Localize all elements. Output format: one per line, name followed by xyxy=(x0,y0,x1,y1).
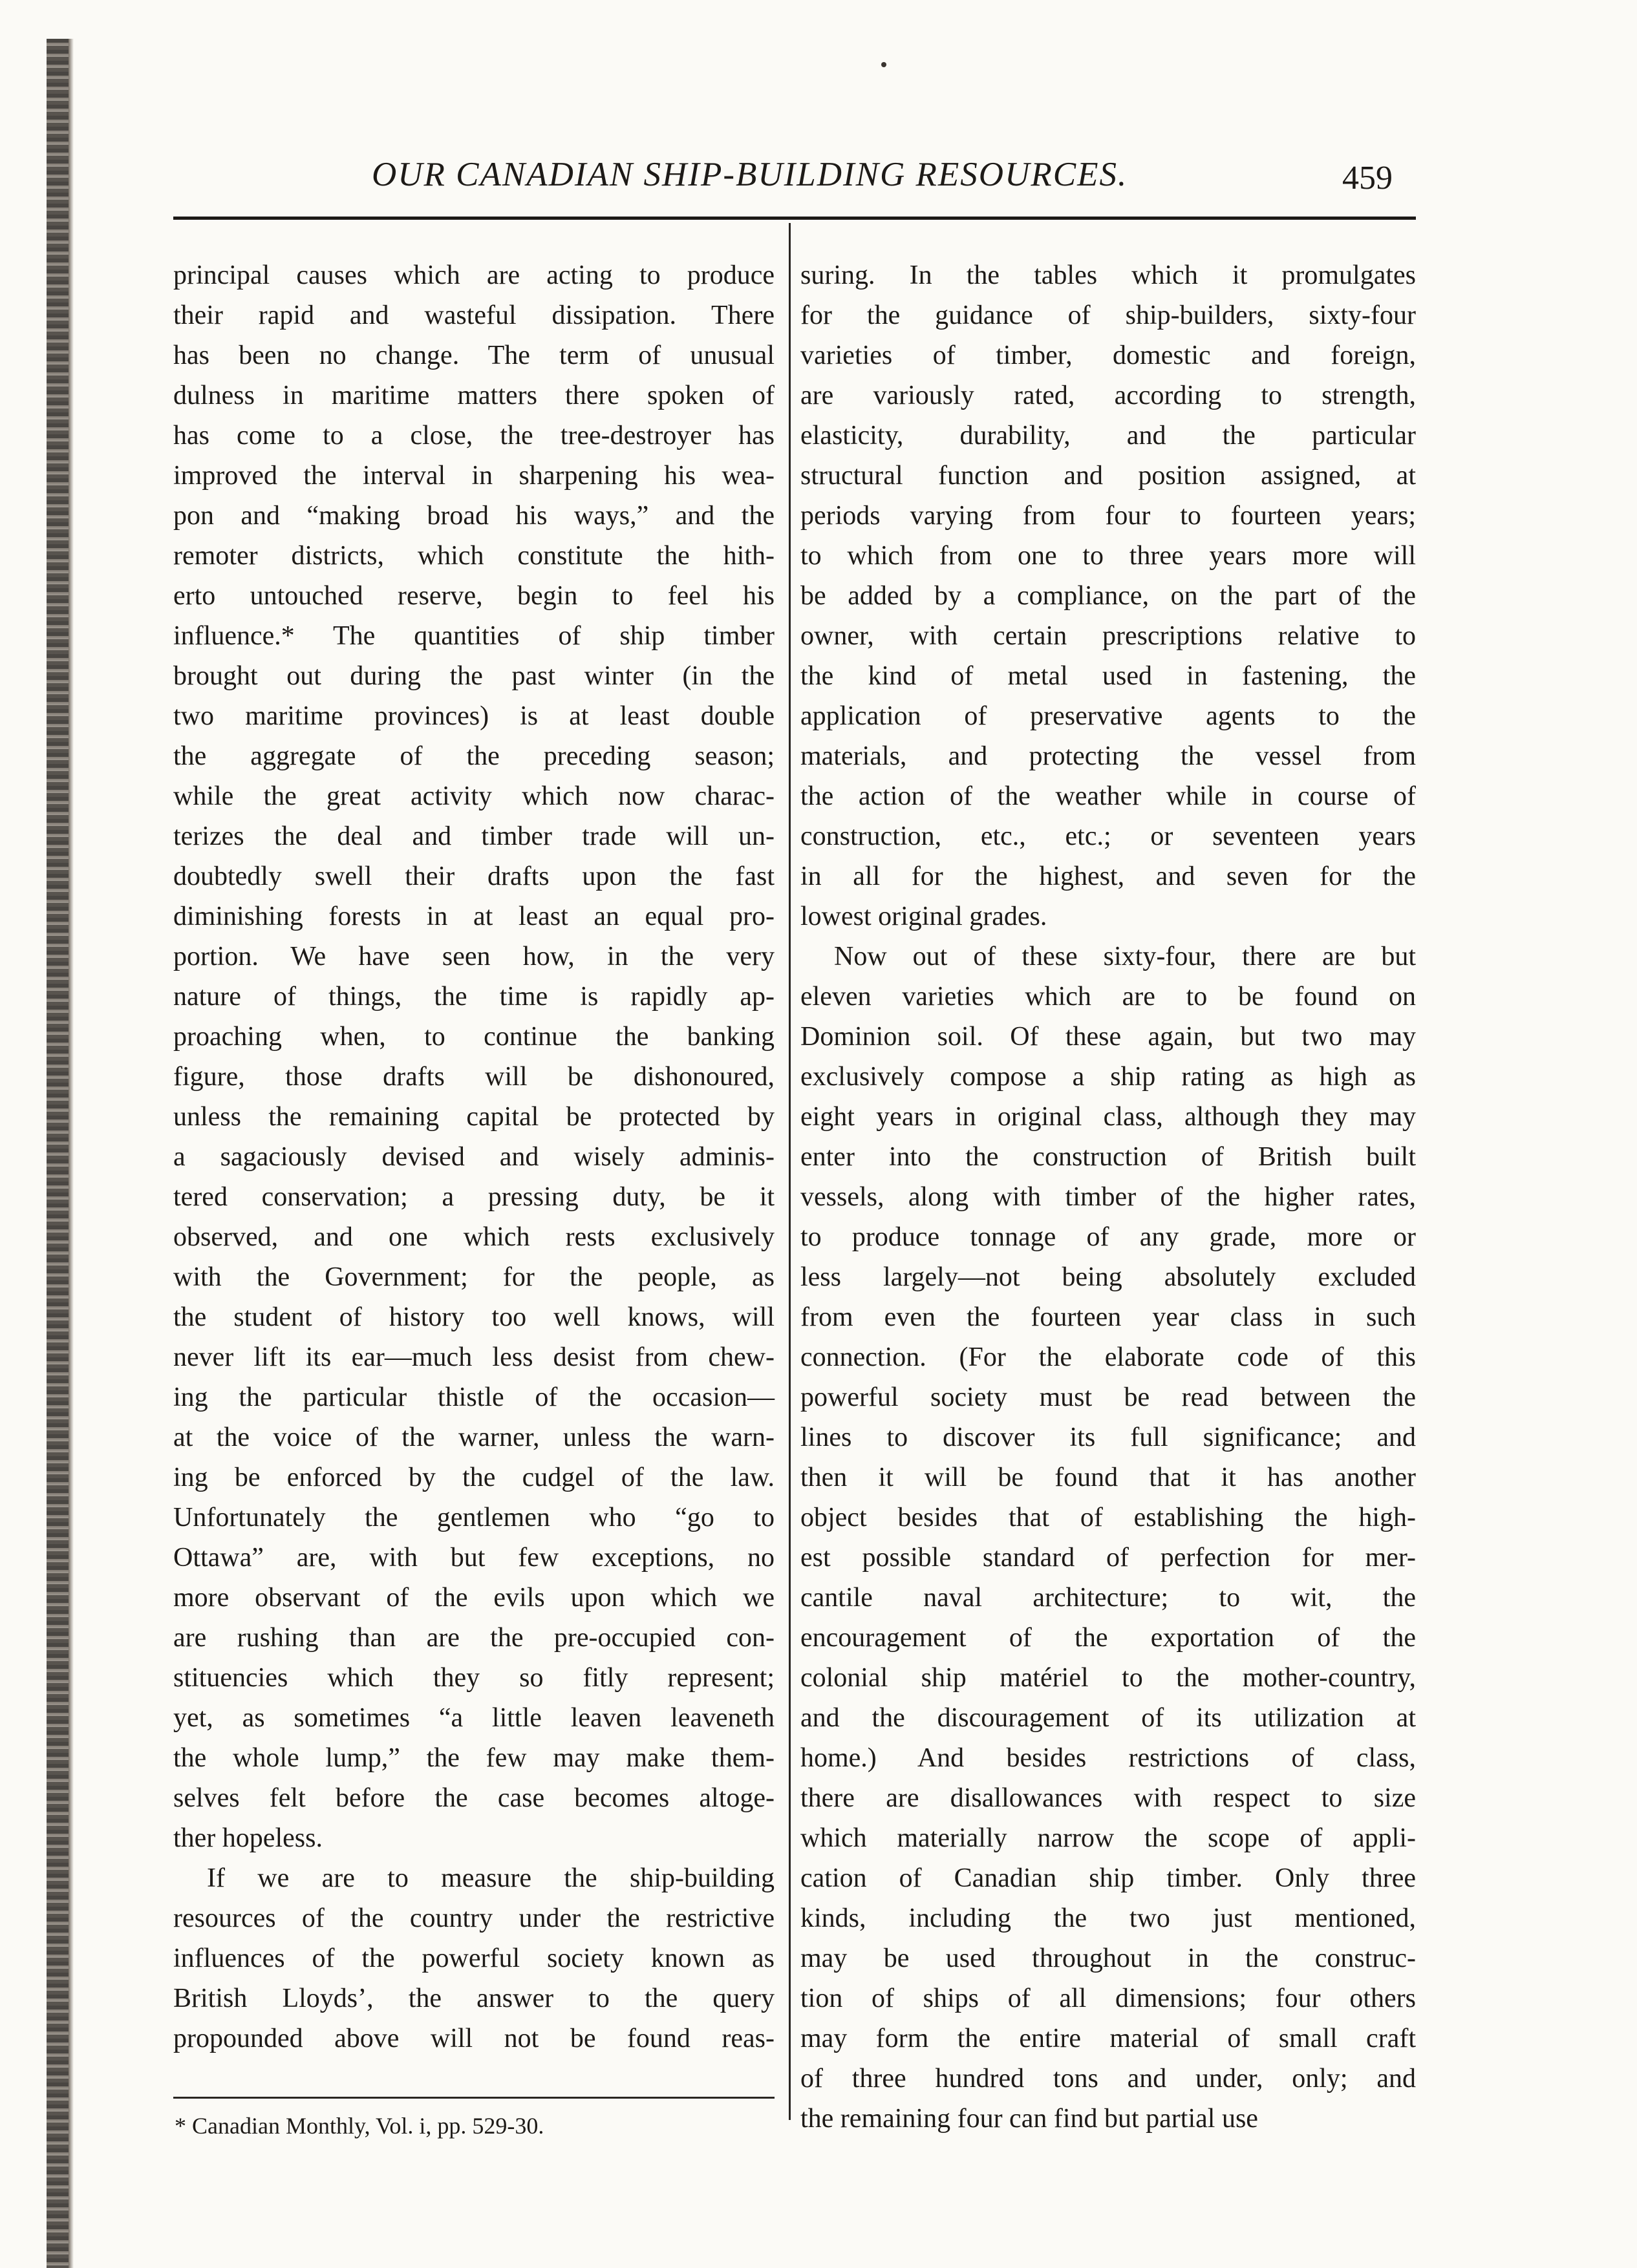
text-line: tion of ships of all dimensions; four others xyxy=(800,1984,1416,2013)
text-line: suring. In the tables which it promulgates xyxy=(800,260,1416,290)
text-line: lines to discover its full significance; and xyxy=(800,1423,1416,1452)
text-line: the action of the weather while in course of xyxy=(800,781,1416,811)
text-line: construction, etc., etc.; or seventeen years xyxy=(800,821,1416,851)
text-line: propounded above will not be found reas- xyxy=(173,2024,775,2053)
binding-edge xyxy=(47,39,69,2268)
header-rule xyxy=(173,217,1416,220)
left-column xyxy=(173,255,775,2059)
text-line: dulness in maritime matters there spoken of xyxy=(173,381,775,410)
text-line: eleven varieties which are to be found on xyxy=(800,982,1416,1012)
text-line: object besides that of establishing the high- xyxy=(800,1503,1416,1532)
text-line: proaching when, to continue the banking xyxy=(173,1022,775,1052)
footnote-rule xyxy=(173,2097,775,2099)
text-line: elasticity, durability, and the particular xyxy=(800,421,1416,450)
text-line: owner, with certain prescriptions relative to xyxy=(800,621,1416,651)
right-column xyxy=(800,255,1416,2139)
text-line: the remaining four can find but partial use xyxy=(800,2104,1258,2134)
text-line: Dominion soil. Of these again, but two may xyxy=(800,1022,1416,1052)
text-line: British Lloyds’, the answer to the query xyxy=(173,1984,775,2013)
text-line: nature of things, the time is rapidly ap- xyxy=(173,982,775,1012)
text-line: kinds, including the two just mentioned, xyxy=(800,1903,1416,1933)
text-line: the aggregate of the preceding season; xyxy=(173,741,775,771)
text-line: the whole lump,” the few may make them- xyxy=(173,1743,775,1773)
text-line: structural function and position assigned, at xyxy=(800,461,1416,491)
text-line: stituencies which they so fitly represent; xyxy=(173,1663,775,1693)
text-line: are variously rated, according to strength, xyxy=(800,381,1416,410)
text-line: the kind of metal used in fastening, the xyxy=(800,661,1416,691)
text-line: the student of history too well knows, will xyxy=(173,1302,775,1332)
text-line: for the guidance of ship-builders, sixty-four xyxy=(800,301,1416,330)
text-line: home.) And besides restrictions of class, xyxy=(800,1743,1416,1773)
running-title: OUR CANADIAN SHIP-BUILDING RESOURCES. xyxy=(372,156,1128,193)
text-line: observed, and one which rests exclusively xyxy=(173,1222,775,1252)
text-line: connection. (For the elaborate code of this xyxy=(800,1342,1416,1372)
text-line: there are disallowances with respect to size xyxy=(800,1783,1416,1813)
text-line: ing the particular thistle of the occasion— xyxy=(173,1383,775,1412)
text-line: pon and “making broad his ways,” and the xyxy=(173,501,775,531)
ink-speck xyxy=(881,62,886,67)
text-line: application of preservative agents to the xyxy=(800,701,1416,731)
text-line: resources of the country under the restrictive xyxy=(173,1903,775,1933)
text-line: yet, as sometimes “a little leaven leaveneth xyxy=(173,1703,775,1733)
text-line: exclusively compose a ship rating as high as xyxy=(800,1062,1416,1092)
text-line: lowest original grades. xyxy=(800,902,1047,931)
text-line: selves felt before the case becomes altoge- xyxy=(173,1783,775,1813)
text-line: diminishing forests in at least an equal pro- xyxy=(173,902,775,931)
text-line: encouragement of the exportation of the xyxy=(800,1623,1416,1653)
text-line: influences of the powerful society known as xyxy=(173,1944,775,1973)
text-line: materials, and protecting the vessel from xyxy=(800,741,1416,771)
text-line: enter into the construction of British built xyxy=(800,1142,1416,1172)
text-line: has come to a close, the tree-destroyer has xyxy=(173,421,775,450)
text-line: a sagaciously devised and wisely adminis- xyxy=(173,1142,775,1172)
text-line: may form the entire material of small craft xyxy=(800,2024,1416,2053)
binding-shadow xyxy=(69,39,74,2268)
text-line: to which from one to three years more will xyxy=(800,541,1416,571)
text-line: doubtedly swell their drafts upon the fast xyxy=(173,862,775,891)
text-line: while the great activity which now charac- xyxy=(173,781,775,811)
text-line: cation of Canadian ship timber. Only three xyxy=(800,1863,1416,1893)
text-line: in all for the highest, and seven for the xyxy=(800,862,1416,891)
text-line: of three hundred tons and under, only; and xyxy=(800,2064,1416,2093)
text-line: has been no change. The term of unusual xyxy=(173,341,775,370)
text-line: and the discouragement of its utilization at xyxy=(800,1703,1416,1733)
text-line: improved the interval in sharpening his wea- xyxy=(173,461,775,491)
text-line: may be used throughout in the construc- xyxy=(800,1944,1416,1973)
text-line: colonial ship matériel to the mother-country, xyxy=(800,1663,1416,1693)
text-line: Unfortunately the gentlemen who “go to xyxy=(173,1503,775,1532)
text-line: with the Government; for the people, as xyxy=(173,1262,775,1292)
text-line: to produce tonnage of any grade, more or xyxy=(800,1222,1416,1252)
text-line: vessels, along with timber of the higher rates, xyxy=(800,1182,1416,1212)
text-line: terizes the deal and timber trade will un- xyxy=(173,821,775,851)
footnote: * Canadian Monthly, Vol. i, pp. 529-30. xyxy=(175,2113,544,2139)
text-line: If we are to measure the ship-building xyxy=(207,1863,775,1893)
text-line: varieties of timber, domestic and foreign, xyxy=(800,341,1416,370)
text-line: unless the remaining capital be protected by xyxy=(173,1102,775,1132)
text-line: Now out of these sixty-four, there are but xyxy=(834,942,1416,971)
text-line: remoter districts, which constitute the hith- xyxy=(173,541,775,571)
text-line: never lift its ear—much less desist from chew- xyxy=(173,1342,775,1372)
text-line: erto untouched reserve, begin to feel his xyxy=(173,581,775,611)
text-line: less largely—not being absolutely excluded xyxy=(800,1262,1416,1292)
text-line: est possible standard of perfection for mer- xyxy=(800,1543,1416,1573)
text-line: two maritime provinces) is at least double xyxy=(173,701,775,731)
text-line: are rushing than are the pre-occupied con- xyxy=(173,1623,775,1653)
text-line: from even the fourteen year class in such xyxy=(800,1302,1416,1332)
text-line: portion. We have seen how, in the very xyxy=(173,942,775,971)
text-line: be added by a compliance, on the part of the xyxy=(800,581,1416,611)
text-line: periods varying from four to fourteen years; xyxy=(800,501,1416,531)
text-line: influence.* The quantities of ship timber xyxy=(173,621,775,651)
text-line: at the voice of the warner, unless the warn- xyxy=(173,1423,775,1452)
text-line: Ottawa” are, with but few exceptions, no xyxy=(173,1543,775,1573)
text-line: more observant of the evils upon which we xyxy=(173,1583,775,1613)
text-line: then it will be found that it has another xyxy=(800,1463,1416,1492)
text-line: powerful society must be read between the xyxy=(800,1383,1416,1412)
text-line: brought out during the past winter (in the xyxy=(173,661,775,691)
column-divider xyxy=(789,223,791,2120)
page-number: 459 xyxy=(1342,160,1393,196)
text-line: which materially narrow the scope of appli- xyxy=(800,1823,1416,1853)
text-line: tered conservation; a pressing duty, be it xyxy=(173,1182,775,1212)
text-line: cantile naval architecture; to wit, the xyxy=(800,1583,1416,1613)
text-line: eight years in original class, although they may xyxy=(800,1102,1416,1132)
text-line: figure, those drafts will be dishonoured, xyxy=(173,1062,775,1092)
text-line: ther hopeless. xyxy=(173,1823,323,1853)
text-line: principal causes which are acting to produce xyxy=(173,260,775,290)
text-line: their rapid and wasteful dissipation. There xyxy=(173,301,775,330)
text-line: ing be enforced by the cudgel of the law. xyxy=(173,1463,775,1492)
